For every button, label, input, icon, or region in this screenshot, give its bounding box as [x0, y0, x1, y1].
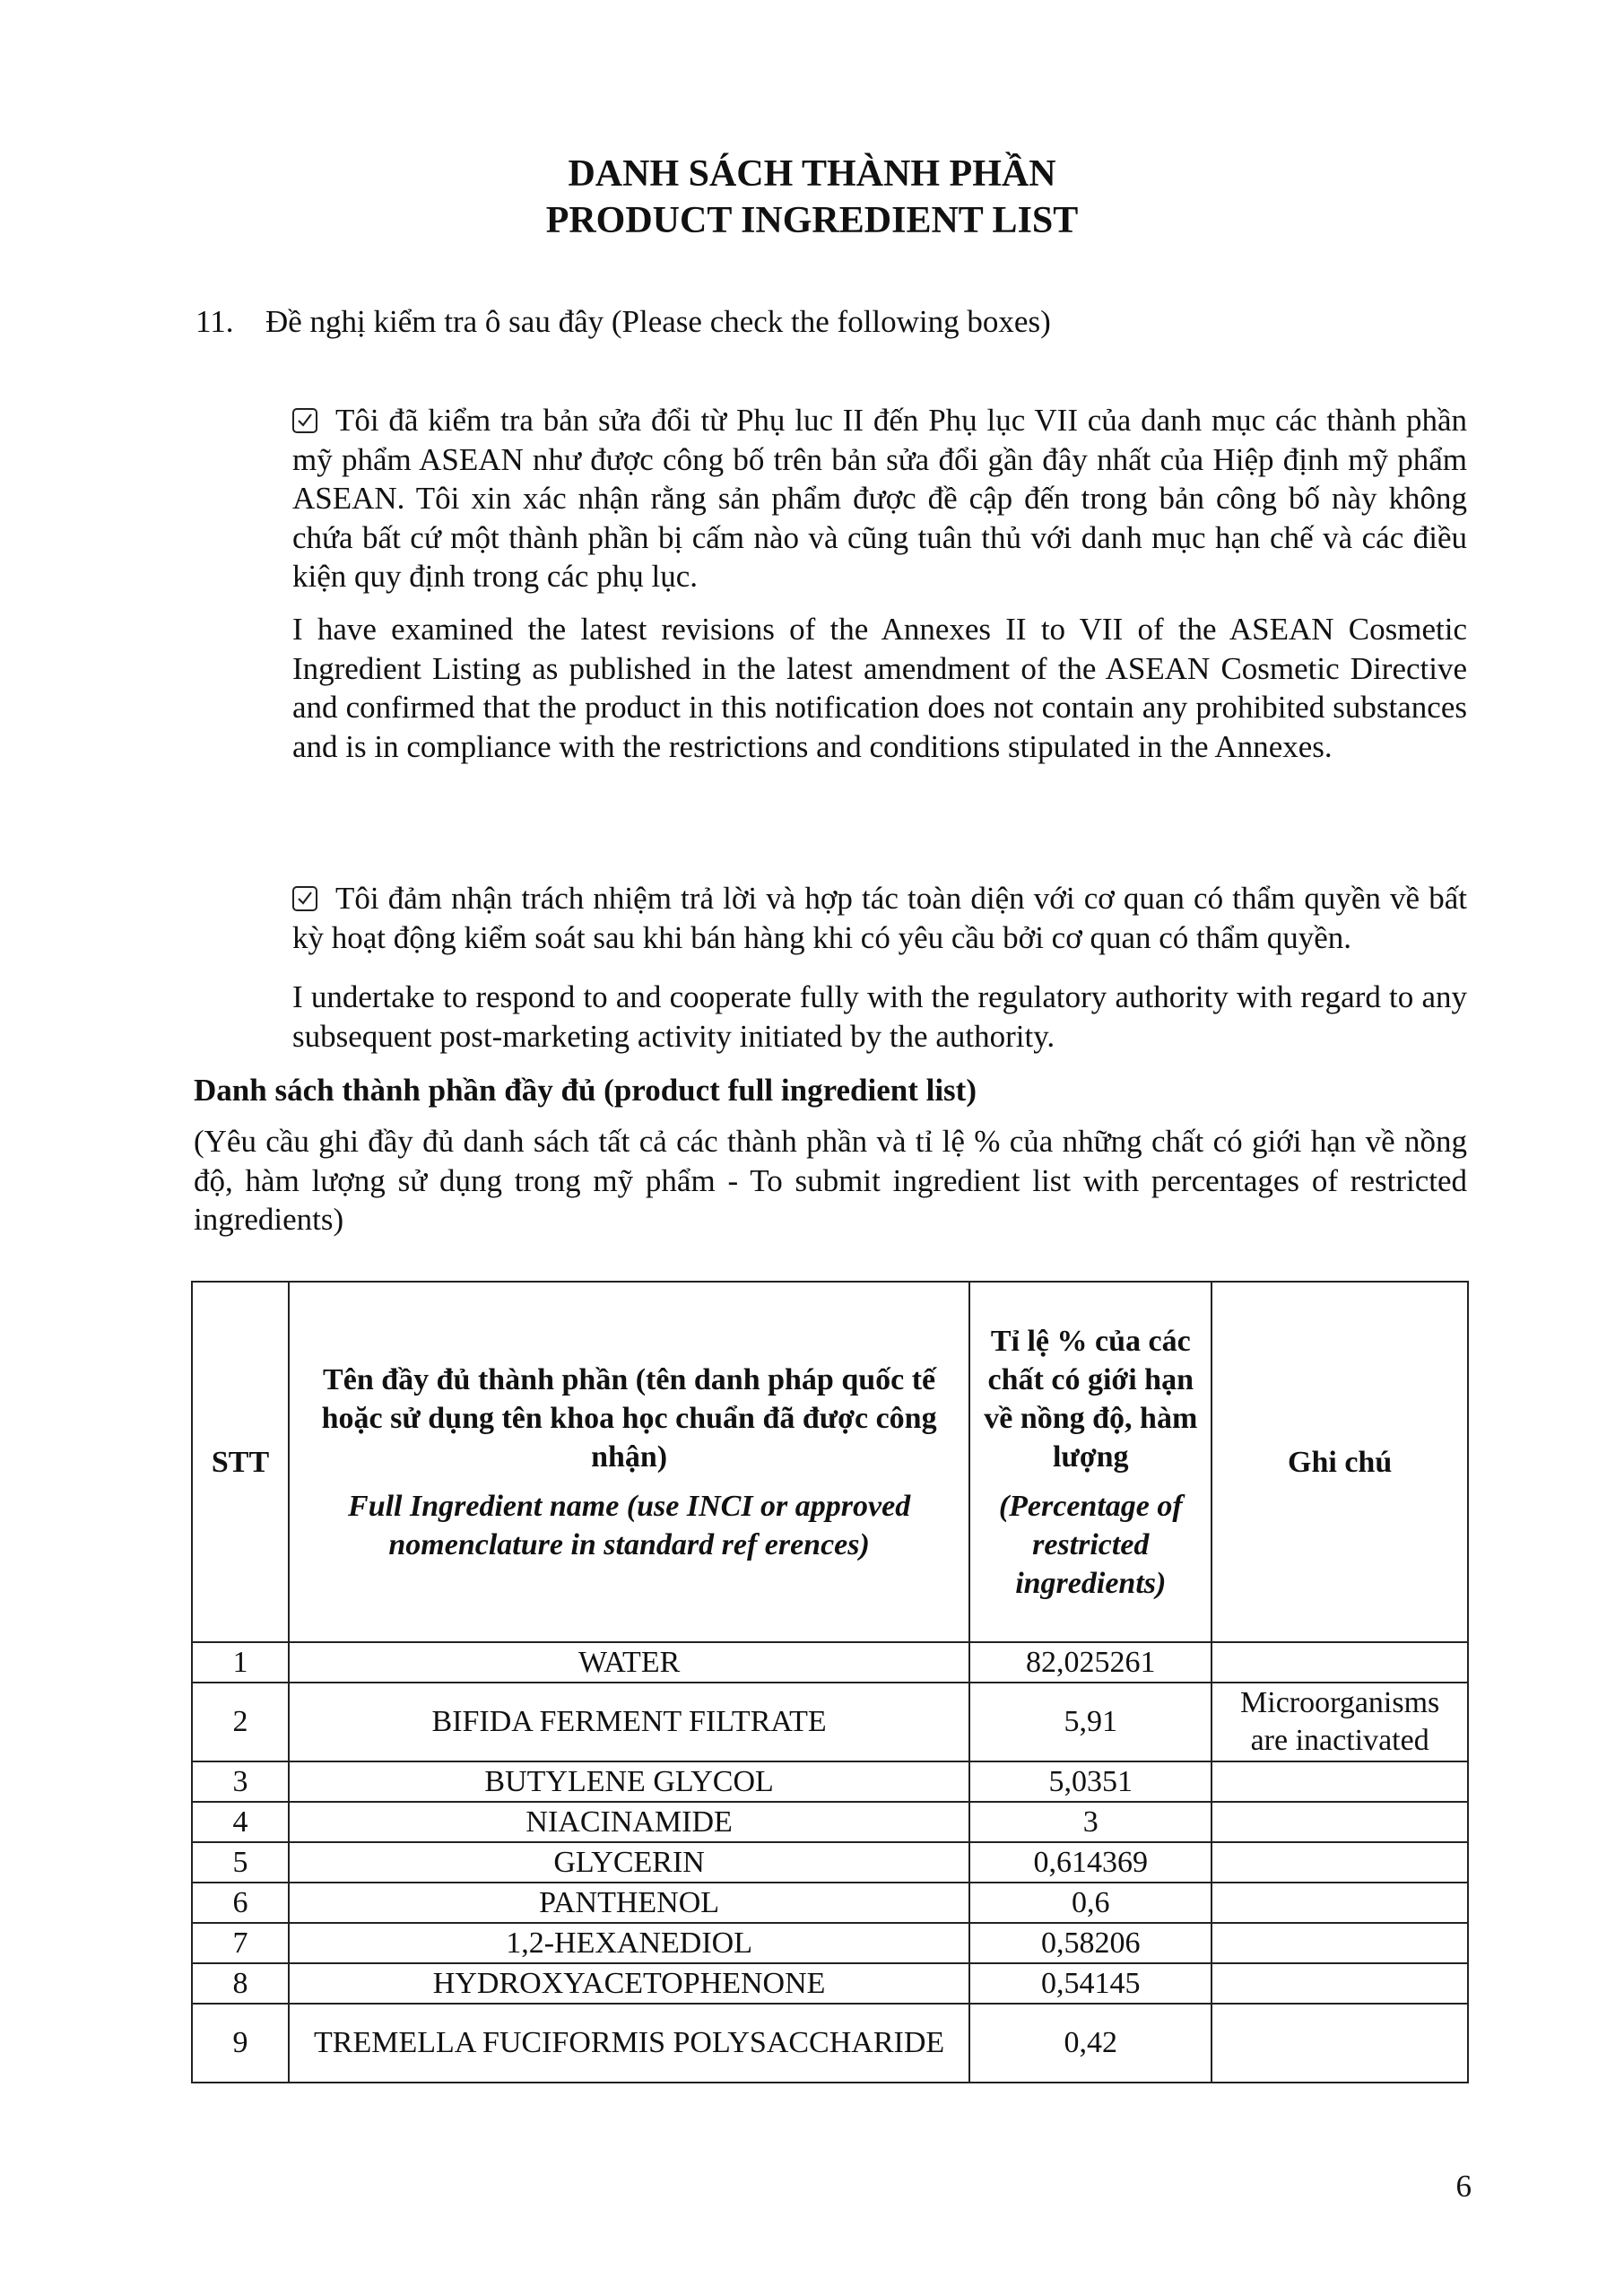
header-percentage-english: (Percentage of restricted ingredients) — [998, 1489, 1183, 1600]
cell-stt: 2 — [192, 1683, 289, 1761]
cell-percentage: 0,54145 — [969, 1963, 1211, 2004]
cell-note — [1211, 1842, 1468, 1883]
cell-stt: 5 — [192, 1842, 289, 1883]
cell-stt: 6 — [192, 1883, 289, 1923]
header-percentage-vietnamese: Tỉ lệ % của các chất có giới hạn về nồng độ, hàm lượng — [984, 1324, 1198, 1474]
cell-stt: 1 — [192, 1642, 289, 1683]
full-ingredient-list-heading: Danh sách thành phần đầy đủ (product full ingredient list) — [194, 1073, 977, 1108]
cell-stt: 8 — [192, 1963, 289, 2004]
cell-name: PANTHENOL — [289, 1883, 969, 1923]
cell-stt: 7 — [192, 1923, 289, 1963]
table-row — [192, 2004, 1468, 2083]
cell-name: BUTYLENE GLYCOL — [289, 1761, 969, 1802]
checked-checkbox-icon[interactable] — [292, 408, 317, 433]
table-row — [192, 1761, 1468, 1802]
cell-note — [1211, 1761, 1468, 1802]
cell-note: Microorganisms are inactivated — [1211, 1683, 1468, 1761]
cell-note — [1211, 1642, 1468, 1683]
cell-note — [1211, 1963, 1468, 2004]
section-instruction: Đề nghị kiểm tra ô sau đây (Please check the following boxes) — [265, 304, 1051, 339]
check-2-vietnamese — [292, 879, 1467, 957]
table-row — [192, 1642, 1468, 1683]
cell-percentage: 82,025261 — [969, 1642, 1211, 1683]
header-percentage — [969, 1282, 1211, 1642]
title-vietnamese: DANH SÁCH THÀNH PHẦN — [568, 153, 1056, 195]
cell-percentage: 0,58206 — [969, 1923, 1211, 1963]
check-1-vi-text: Tôi đã kiểm tra bản sửa đổi từ Phụ luc II đến Phụ lục VII của danh mục các thành phần mỹ phẩm ASEAN như được công bố trên bản sửa đổi gần đây nhất của Hiệp định mỹ phẩm ASEAN. Tôi xin xác nhận rằng sản phẩm được đề cập đến trong bản công bố này không chứa bất cứ một thành phần bị cấm nào và cũng tuân thủ với danh mục hạn chế và các điều kiện quy định trong các phụ lục. — [292, 403, 1467, 594]
cell-note — [1211, 1923, 1468, 1963]
cell-name: NIACINAMIDE — [289, 1802, 969, 1842]
section-11 — [195, 302, 1051, 342]
cell-percentage: 0,6 — [969, 1883, 1211, 1923]
cell-percentage: 5,0351 — [969, 1761, 1211, 1802]
header-stt: STT — [192, 1282, 289, 1642]
cell-name: WATER — [289, 1642, 969, 1683]
table-row — [192, 1923, 1468, 1963]
title-english: PRODUCT INGREDIENT LIST — [545, 200, 1079, 241]
header-note: Ghi chú — [1211, 1282, 1468, 1642]
table-row — [192, 1683, 1468, 1761]
table-row — [192, 1802, 1468, 1842]
header-name-vietnamese: Tên đầy đủ thành phần (tên danh pháp quốc tế hoặc sử dụng tên khoa học chuẩn đã được công nhận) — [321, 1362, 937, 1474]
requirement-note: (Yêu cầu ghi đầy đủ danh sách tất cả các thành phần và tỉ lệ % của những chất có giới hạn về nồng độ, hàm lượng sử dụng trong mỹ phẩm - To submit ingredient list with percentages of restricted ingredients) — [194, 1124, 1467, 1237]
cell-percentage: 3 — [969, 1802, 1211, 1842]
cell-percentage: 0,42 — [969, 2004, 1211, 2083]
cell-name: HYDROXYACETOPHENONE — [289, 1963, 969, 2004]
page-number: 6 — [1455, 2169, 1472, 2204]
cell-name: 1,2-HEXANEDIOL — [289, 1923, 969, 1963]
header-ingredient-name — [289, 1282, 969, 1642]
table-row — [192, 1883, 1468, 1923]
header-name-english: Full Ingredient name (use INCI or approved nomenclature in standard ref erences) — [348, 1489, 911, 1561]
check-1-vietnamese — [292, 401, 1467, 596]
cell-stt: 9 — [192, 2004, 289, 2083]
check-1-english: I have examined the latest revisions of the Annexes II to VII of the ASEAN Cosmetic Ingredient Listing as published in the latest amendment of the ASEAN Cosmetic Directive and confirmed that the product in this notification does not contain any prohibited substances and is in compliance with the restrictions and conditions stipulated in the Annexes. — [292, 612, 1467, 764]
cell-note — [1211, 2004, 1468, 2083]
section-number: 11. — [195, 304, 234, 339]
cell-name: BIFIDA FERMENT FILTRATE — [289, 1683, 969, 1761]
check-2-english: I undertake to respond to and cooperate fully with the regulatory authority with regard to any subsequent post-marketing activity initiated by the authority. — [292, 979, 1467, 1054]
ingredient-table — [191, 1281, 1469, 2083]
table-row — [192, 1963, 1468, 2004]
cell-percentage: 5,91 — [969, 1683, 1211, 1761]
checked-checkbox-icon[interactable] — [292, 886, 317, 911]
cell-percentage: 0,614369 — [969, 1842, 1211, 1883]
cell-name: GLYCERIN — [289, 1842, 969, 1883]
cell-name: TREMELLA FUCIFORMIS POLYSACCHARIDE — [289, 2004, 969, 2083]
cell-stt: 4 — [192, 1802, 289, 1842]
table-row — [192, 1842, 1468, 1883]
table-header-row — [192, 1282, 1468, 1642]
cell-note — [1211, 1883, 1468, 1923]
cell-stt: 3 — [192, 1761, 289, 1802]
cell-note — [1211, 1802, 1468, 1842]
check-2-vi-text: Tôi đảm nhận trách nhiệm trả lời và hợp tác toàn diện với cơ quan có thẩm quyền về bất kỳ hoạt động kiểm soát sau khi bán hàng khi có yêu cầu bởi cơ quan có thẩm quyền. — [292, 881, 1467, 955]
